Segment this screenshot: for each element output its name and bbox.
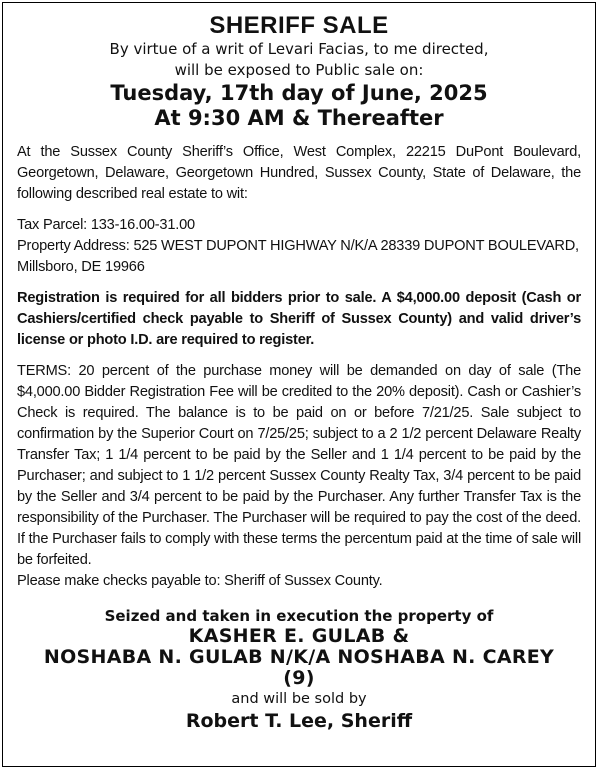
sale-time: At 9:30 AM & Thereafter xyxy=(154,106,444,130)
notice-header xyxy=(17,13,581,131)
tax-parcel: Tax Parcel: 133-16.00-31.00 xyxy=(17,217,195,233)
case-number: (9) xyxy=(283,667,315,689)
notice-frame xyxy=(2,2,596,767)
property-address-line-1: Property Address: 525 WEST DUPONT HIGHWAY N/K/A 28339 DUPONT BOULEVARD, xyxy=(17,238,579,254)
seized-line: Seized and taken in execution the property of xyxy=(104,607,494,625)
property-address-line-2: Millsboro, DE 19966 xyxy=(17,259,145,275)
intro-line-1: By virtue of a writ of Levari Facias, to me directed, xyxy=(109,40,489,58)
property-details xyxy=(17,215,581,278)
sheriff-name: Robert T. Lee, Sheriff xyxy=(185,710,413,732)
terms-paragraph: TERMS: 20 percent of the purchase money will be demanded on day of sale (The $4,000.00 Bidder Registration Fee will be credited to the 20% deposit). Cash or Cashier’s Check is required. The balance is to be paid on or before 7/21/25. Sale subject to confirmation by the Superior Court on 7/25/25; subject to a 2 1/2 percent Delaware Realty Transfer Tax; 1 1/4 percent to be paid by the Seller and 1 1/4 percent to be paid by the Purchaser; and subject to 1 1/2 percent Sussex County Realty Tax, 3/4 percent to be paid by the Seller and 3/4 percent to be paid by the Purchaser. Any further Transfer Tax is the responsibility of the Purchaser. The Purchaser will be required to pay the cost of the deed. If the Purchaser fails to comply with these terms the percentum paid at the time of sale will be forfeited. xyxy=(17,363,581,568)
intro-line-2: will be exposed to Public sale on: xyxy=(174,61,424,79)
location-paragraph: At the Sussex County Sheriff’s Office, West Complex, 22215 DuPont Boulevard, Georgetown, Delaware, Georgetown Hundred, Sussex County, State of Delaware, the following described real estate to wit: xyxy=(17,144,581,202)
owner-line-1: KASHER E. GULAB & xyxy=(188,625,410,647)
notice-footer xyxy=(17,606,581,732)
registration-paragraph: Registration is required for all bidders prior to sale. A $4,000.00 deposit (Cash or Cashiers/certified check payable to Sheriff of Sussex County) and valid driver’s license or photo I.D. are required to register. xyxy=(17,290,581,348)
notice-content xyxy=(3,3,595,732)
sold-by-line: and will be sold by xyxy=(231,691,367,707)
owner-line-2: NOSHABA N. GULAB N/K/A NOSHABA N. CAREY xyxy=(43,646,555,668)
sale-date: Tuesday, 17th day of June, 2025 xyxy=(110,81,488,105)
checks-payable-line: Please make checks payable to: Sheriff of Sussex County. xyxy=(17,573,383,589)
notice-title: SHERIFF SALE xyxy=(209,12,389,39)
